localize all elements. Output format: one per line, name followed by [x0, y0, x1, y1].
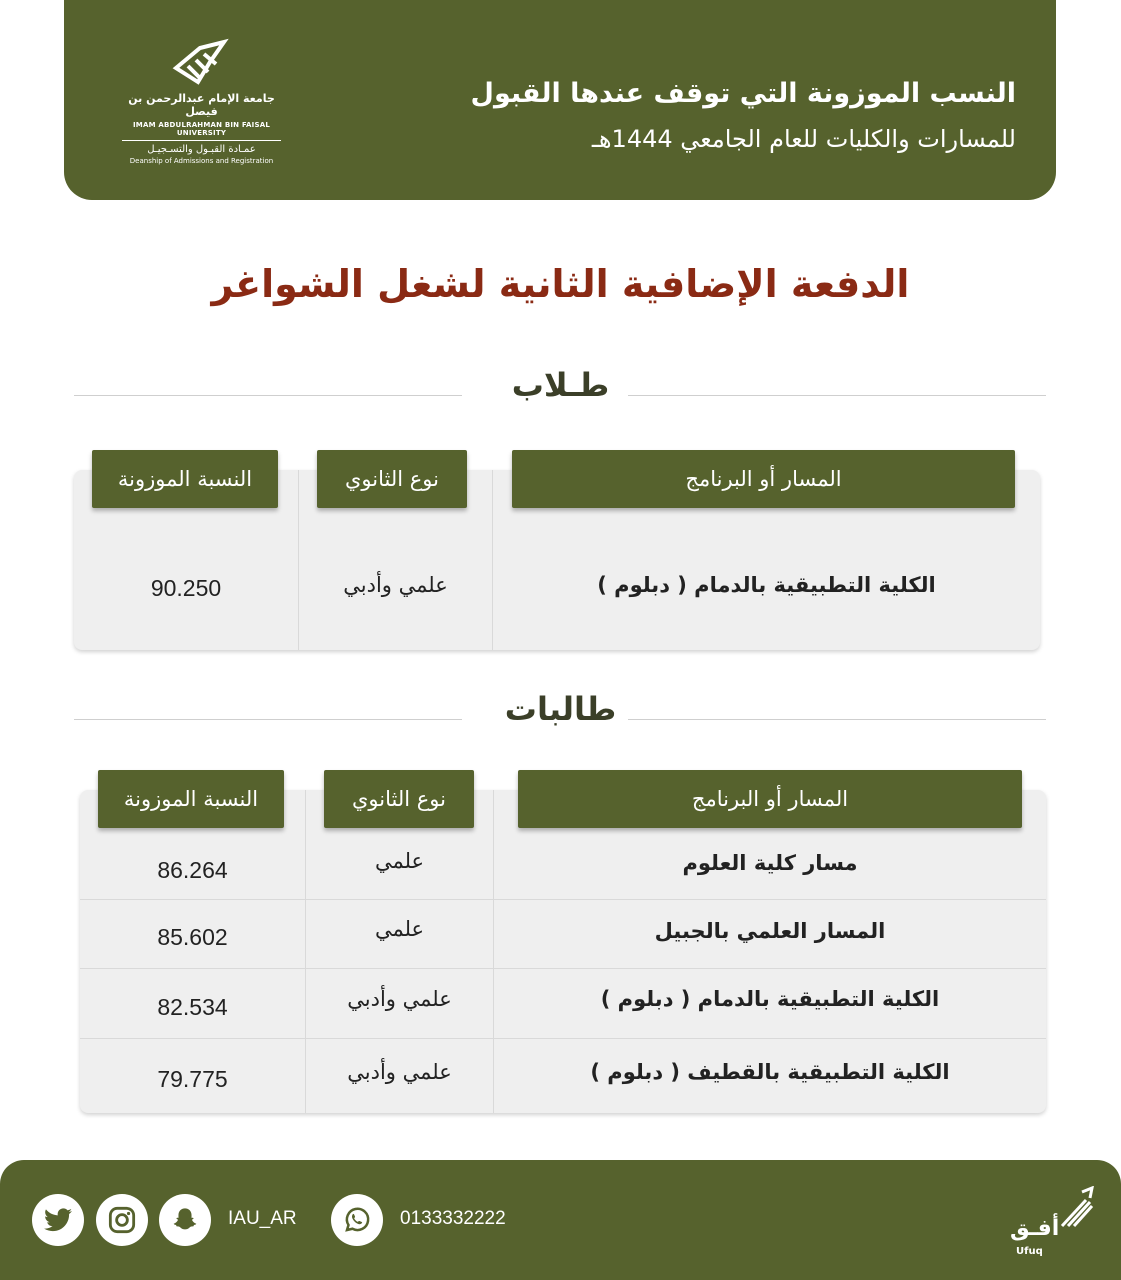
table-row-type: علمي وأدبي [343, 573, 448, 597]
ufuq-brand-en: Ufuq [1016, 1246, 1043, 1257]
column-header-program: المسار أو البرنامج [518, 770, 1022, 828]
footer-bar [0, 1160, 1121, 1280]
column-header-weighted-ratio: النسبة الموزونة [92, 450, 278, 508]
header-title: النسب الموزونة التي توقف عندها القبول [470, 78, 1016, 109]
university-logo [114, 38, 289, 165]
university-logo-icon [170, 38, 234, 88]
table-row-program: المسار العلمي بالجبيل [654, 919, 886, 943]
social-handle: IAU_AR [228, 1208, 297, 1229]
logo-deanship-ar: عمـادة القبـول والتسـجيـل [147, 144, 256, 155]
table-row-program: الكلية التطبيقية بالقطيف ( دبلوم ) [590, 1060, 950, 1084]
table-row-ratio: 90.250 [150, 574, 222, 601]
column-header-school-type: نوع الثانوي [324, 770, 474, 828]
table-row-ratio: 79.775 [157, 1065, 228, 1092]
table-row-ratio: 85.602 [157, 923, 228, 950]
twitter-icon[interactable] [32, 1194, 84, 1246]
ufuq-logo-icon [1056, 1186, 1096, 1230]
column-header-weighted-ratio: النسبة الموزونة [98, 770, 284, 828]
snapchat-icon[interactable] [159, 1194, 211, 1246]
table-row-type: علمي [374, 917, 425, 941]
header-subtitle: للمسارات والكليات للعام الجامعي 1444هـ [591, 125, 1016, 153]
table-row-type: علمي وأدبي [347, 987, 452, 1011]
table-row-type: علمي [374, 849, 425, 873]
logo-arabic-name: جامعة الإمام عبدالرحمن بن فيصل [128, 92, 275, 118]
section-title-females: طالبات [504, 690, 617, 728]
table-row-program: مسار كلية العلوم [682, 851, 858, 875]
column-header-school-type: نوع الثانوي [317, 450, 467, 508]
ufuq-brand-ar: أفـق [1010, 1216, 1060, 1241]
table-row-program: الكلية التطبيقية بالدمام ( دبلوم ) [597, 573, 936, 597]
whatsapp-icon[interactable] [331, 1194, 383, 1246]
section-title-males: طـلاب [511, 366, 610, 404]
column-header-program: المسار أو البرنامج [512, 450, 1015, 508]
table-row-ratio: 82.534 [157, 993, 228, 1020]
ufuq-logo [1006, 1186, 1096, 1266]
table-row-type: علمي وأدبي [347, 1060, 452, 1084]
table-row-ratio: 86.264 [157, 856, 228, 883]
instagram-icon[interactable] [96, 1194, 148, 1246]
header-banner [64, 0, 1056, 200]
phone-number: 0133332222 [400, 1208, 506, 1229]
logo-english-name: IMAM ABDULRAHMAN BIN FAISAL UNIVERSITY [133, 121, 270, 137]
logo-deanship-en: Deanship of Admissions and Registration [129, 157, 274, 165]
page-title: الدفعة الإضافية الثانية لشغل الشواغر [211, 262, 910, 306]
table-row-program: الكلية التطبيقية بالدمام ( دبلوم ) [600, 987, 940, 1011]
